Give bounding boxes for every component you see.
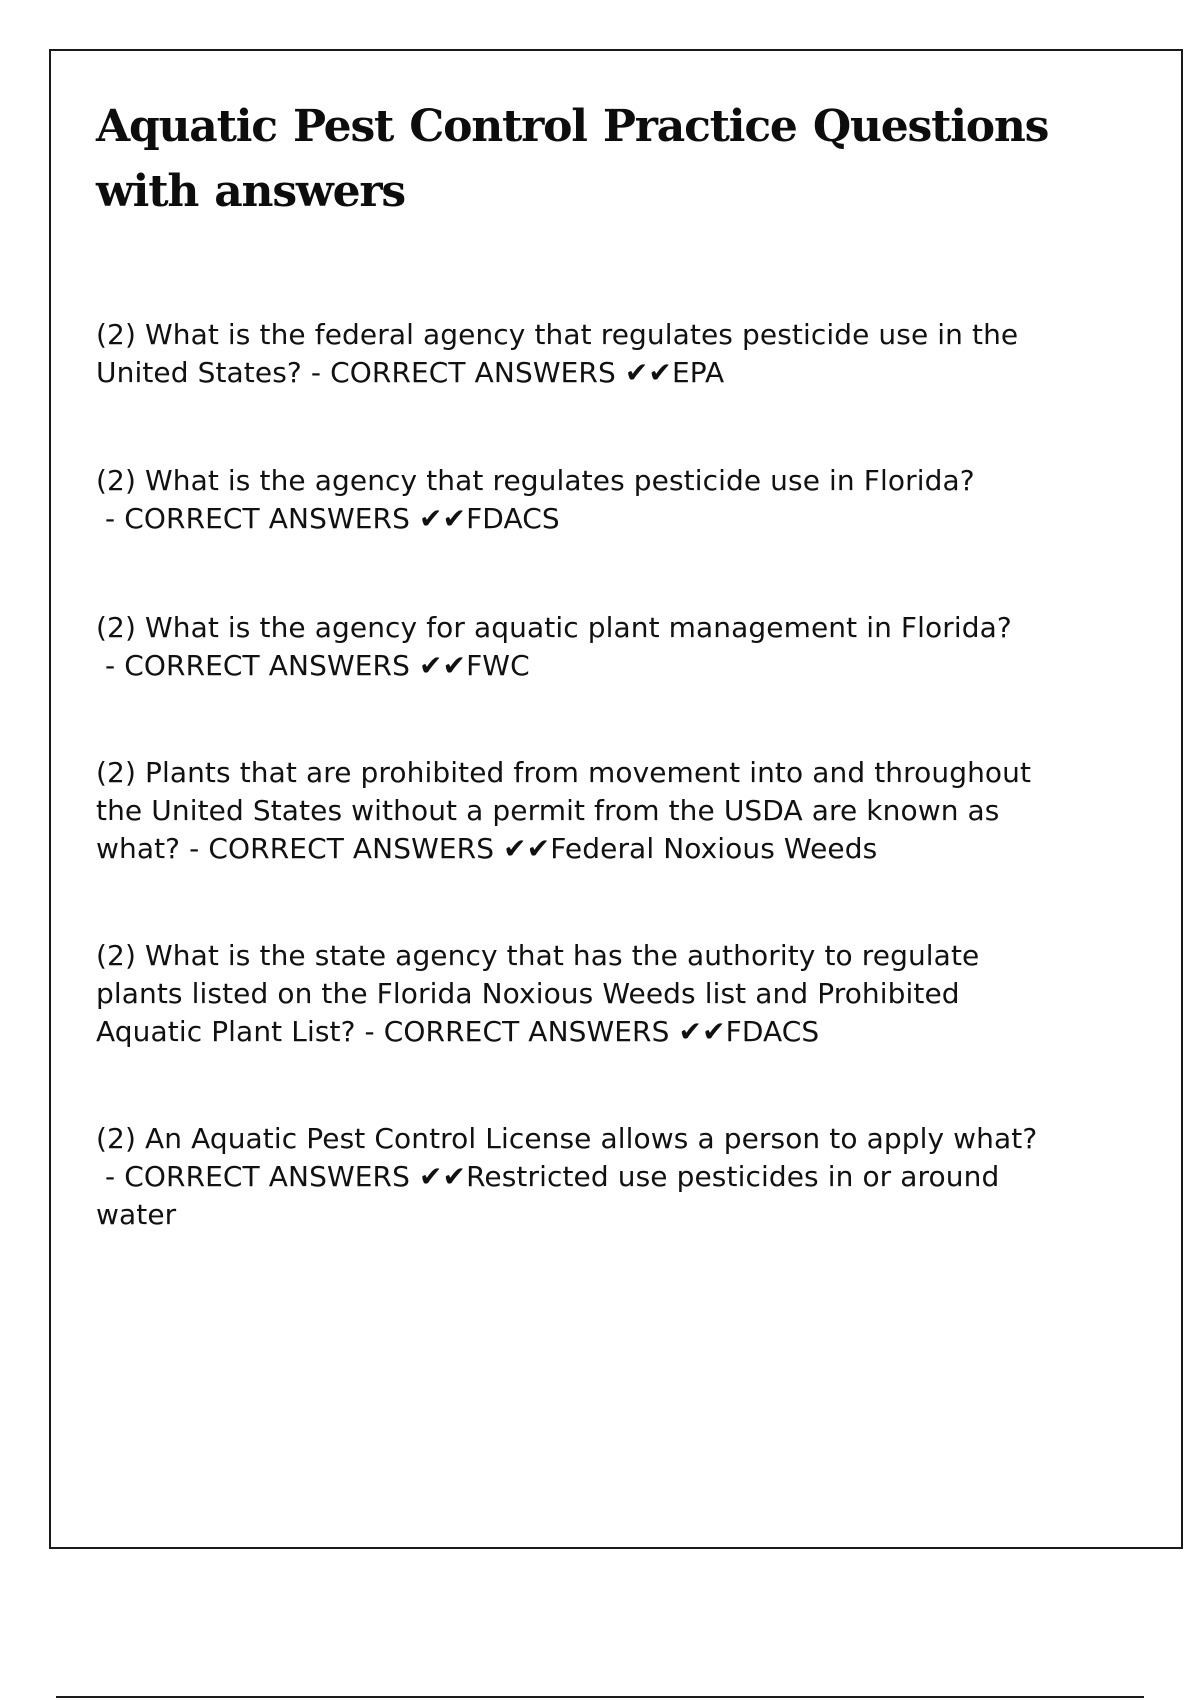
qa-list [96,316,1056,1304]
document-title: Aquatic Pest Control Practice Questions with answers [96,101,1049,217]
question-text: (2) What is the state agency that has the authority to regulate plants listed on the Florida Noxious Weeds list and Prohibited Aquatic Plant List? [96,939,980,1048]
check-mark-icon: ✔✔ [418,1160,467,1193]
answer-label: CORRECT ANSWERS [124,649,410,682]
qa-item [96,1120,1056,1234]
separator: - [96,502,125,535]
answer-label: CORRECT ANSWERS [124,1160,410,1193]
qa-item [96,937,1056,1051]
qa-item [96,462,1056,538]
qa-item [96,754,1056,868]
question-text: (2) What is the agency that regulates pesticide use in Florida? [96,464,975,497]
footer-divider [56,1696,1144,1698]
answer-label: CORRECT ANSWERS [383,1015,670,1048]
question-text: (2) What is the federal agency that regulates pesticide use in the United States? [96,318,1019,389]
check-mark-icon: ✔✔ [678,1015,726,1048]
qa-item [96,609,1056,685]
answer-label: CORRECT ANSWERS [124,502,410,535]
answer-text: FDACS [725,1015,820,1048]
check-mark-icon: ✔✔ [503,832,551,865]
answer-text: EPA [671,356,725,389]
question-text: (2) What is the agency for aquatic plant management in Florida? [96,611,1012,644]
answer-text: Restricted use pesticides in or around water [96,1160,1000,1231]
separator: - [180,832,209,865]
separator: - [96,1160,125,1193]
answer-label: CORRECT ANSWERS [208,832,495,865]
separator: - [96,649,125,682]
question-text: (2) Plants that are prohibited from movement into and throughout the United States without a permit from the USDA are known as what? [96,756,1032,865]
answer-label: CORRECT ANSWERS [330,356,616,389]
check-mark-icon: ✔✔ [624,356,672,389]
answer-text: Federal Noxious Weeds [550,832,878,865]
qa-item [96,316,1056,392]
question-text: (2) An Aquatic Pest Control License allows a person to apply what? [96,1122,1038,1155]
check-mark-icon: ✔✔ [418,502,467,535]
answer-text: FDACS [466,502,560,535]
separator: - [301,356,331,389]
separator: - [355,1015,384,1048]
check-mark-icon: ✔✔ [418,649,467,682]
answer-text: FWC [466,649,530,682]
